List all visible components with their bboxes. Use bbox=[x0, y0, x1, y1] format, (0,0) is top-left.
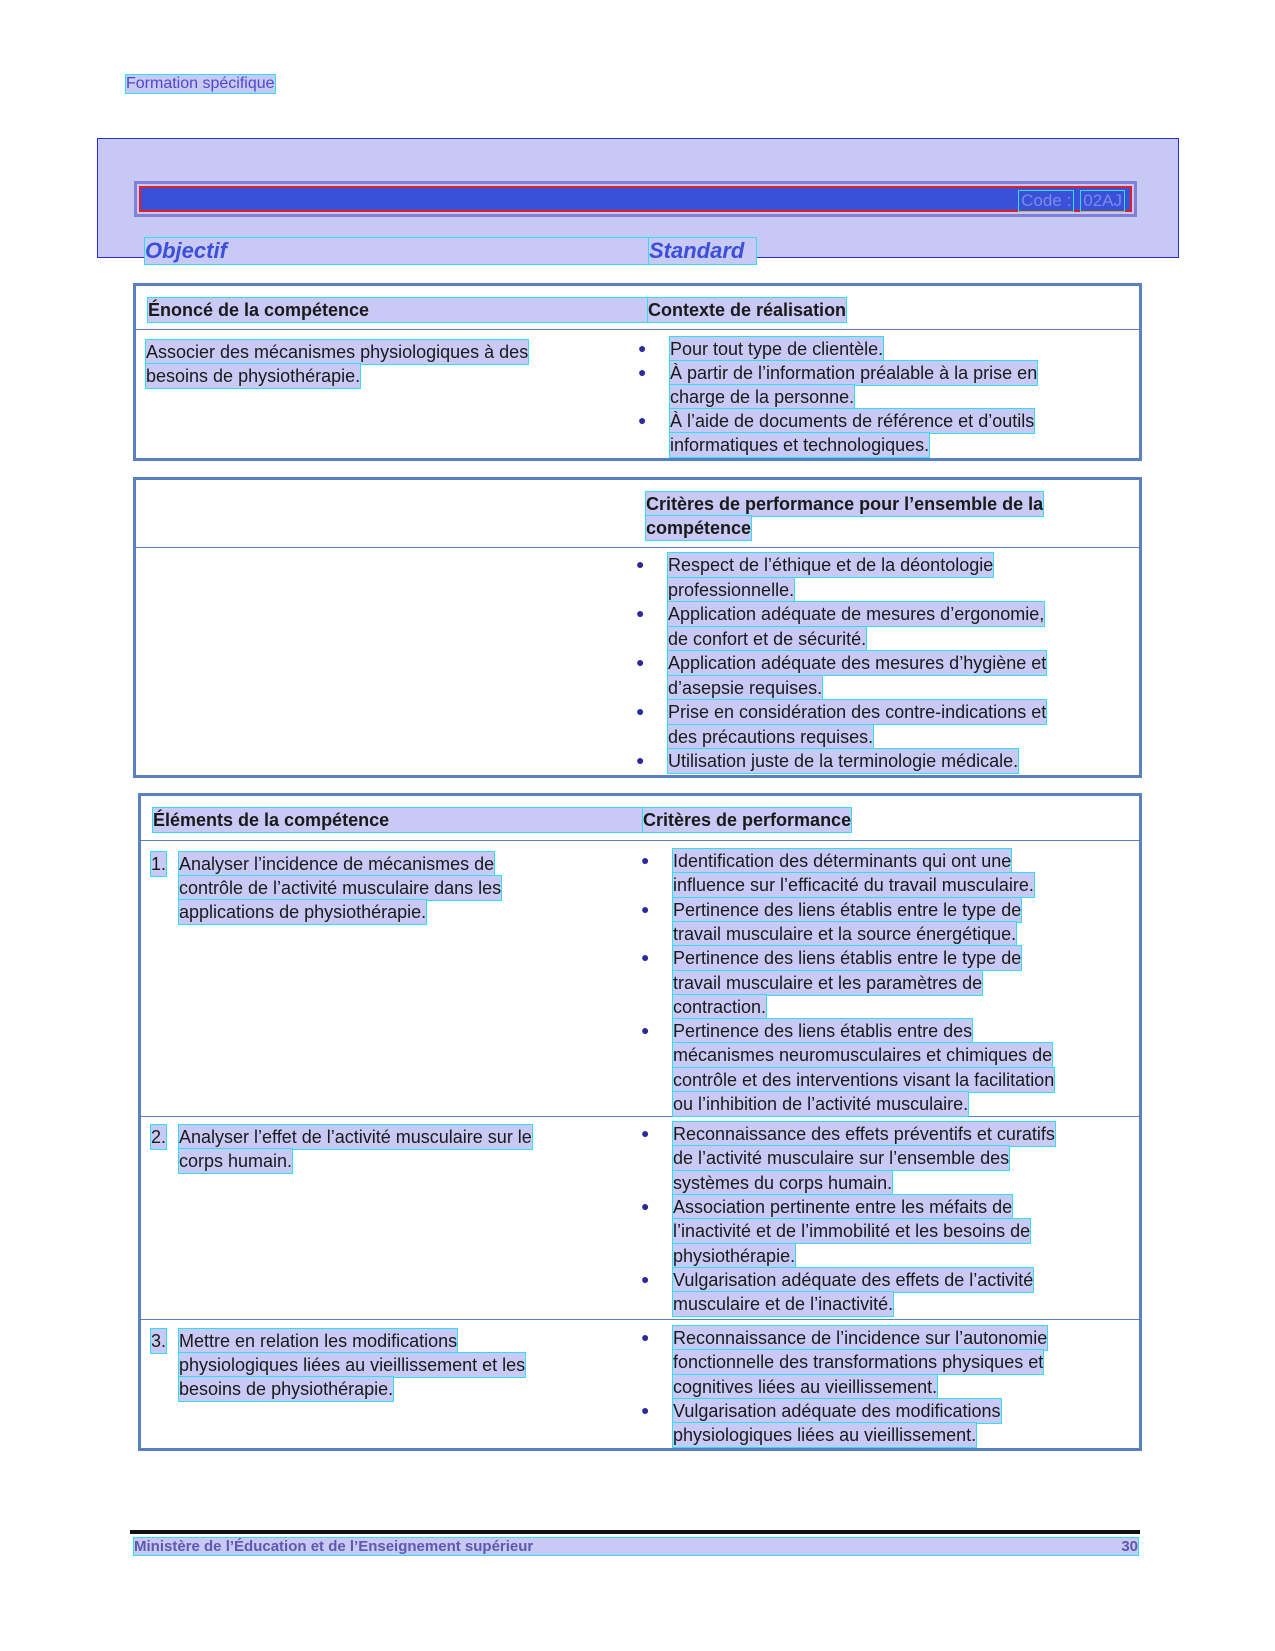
performance-criterion-item: Pertinence des liens établis entre le type de bbox=[673, 948, 1022, 969]
element-number: 3. bbox=[151, 1331, 167, 1351]
bullet-icon: ● bbox=[636, 654, 645, 670]
context-item: Pour tout type de clientèle. bbox=[670, 339, 884, 359]
performance-criterion-item: Association pertinente entre les méfaits de bbox=[673, 1196, 1013, 1217]
criterion-item: Utilisation juste de la terminologie médicale. bbox=[668, 751, 1019, 771]
performance-criterion-item: Reconnaissance de l’incidence sur l’autonomie bbox=[673, 1328, 1048, 1348]
performance-criterion-item: physiothérapie. bbox=[673, 1245, 796, 1266]
standard-title: Standard bbox=[649, 238, 756, 264]
context-item: charge de la personne. bbox=[670, 387, 855, 407]
criterion-item: Application adéquate de mesures d’ergonomie, bbox=[668, 604, 1045, 624]
bullet-icon: ● bbox=[641, 1022, 650, 1039]
context-item: informatiques et technologiques. bbox=[670, 435, 930, 455]
performance-criterion-item: ou l’inhibition de l’activité musculaire. bbox=[673, 1094, 969, 1114]
element-text-line: applications de physiothérapie. bbox=[179, 902, 427, 922]
page-number: 30 bbox=[1121, 1538, 1138, 1555]
element-text-line: corps humain. bbox=[179, 1151, 293, 1171]
enonce-header: Énoncé de la compétence bbox=[148, 298, 648, 322]
element-text-line: physiologiques liées au vieillissement et les bbox=[179, 1355, 526, 1375]
competence-statement-line: Associer des mécanismes physiologiques à des bbox=[146, 342, 529, 362]
performance-criterion-item: musculaire et de l’inactivité. bbox=[673, 1294, 894, 1315]
performance-criterion-item: l’inactivité et de l’immobilité et les besoins de bbox=[673, 1221, 1031, 1242]
performance-criterion-item: Pertinence des liens établis entre le type de bbox=[673, 899, 1022, 920]
objectif-title: Objectif bbox=[145, 238, 649, 264]
banner-bar bbox=[134, 181, 1137, 217]
criteria-header: Critères de performance bbox=[643, 810, 852, 830]
performance-criterion-item: Vulgarisation adéquate des modifications bbox=[673, 1400, 1001, 1421]
bullet-icon: ● bbox=[641, 1401, 650, 1418]
competence-statement-table bbox=[133, 283, 1142, 461]
context-item: À partir de l’information préalable à la prise en bbox=[670, 363, 1038, 383]
element-text-line: besoins de physiothérapie. bbox=[179, 1379, 394, 1399]
performance-criterion-item: contraction. bbox=[673, 996, 767, 1017]
performance-criterion-item: cognitives liées au vieillissement. bbox=[673, 1376, 938, 1397]
bullet-icon: ● bbox=[638, 412, 647, 428]
bullet-icon: ● bbox=[641, 852, 650, 868]
bullet-icon: ● bbox=[641, 1270, 650, 1287]
performance-criterion-item: mécanismes neuromusculaires et chimiques de bbox=[673, 1045, 1053, 1066]
elements-table bbox=[138, 793, 1142, 1451]
bullet-icon: ● bbox=[641, 949, 650, 966]
criterion-item: Application adéquate des mesures d’hygiène et bbox=[668, 653, 1047, 673]
element-text-line: Analyser l’effet de l’activité musculaire sur le bbox=[179, 1127, 532, 1147]
bullet-icon: ● bbox=[641, 1125, 650, 1141]
performance-criterion-item: fonctionnelle des transformations physiques et bbox=[673, 1352, 1044, 1373]
bullet-icon: ● bbox=[641, 1197, 650, 1214]
bullet-icon: ● bbox=[641, 1329, 650, 1345]
criterion-item: d’asepsie requises. bbox=[668, 677, 823, 698]
performance-criterion-item: Identification des déterminants qui ont une bbox=[673, 851, 1012, 871]
element-text-line: contrôle de l’activité musculaire dans les bbox=[179, 878, 502, 898]
criterion-item: Respect de l’éthique et de la déontologie bbox=[668, 555, 994, 575]
page-footer bbox=[134, 1538, 1138, 1555]
global-criteria-header-line: Critères de performance pour l’ensemble de la bbox=[646, 494, 1044, 514]
criterion-item: de confort et de sécurité. bbox=[668, 628, 867, 649]
element-number: 2. bbox=[151, 1127, 167, 1147]
performance-criterion-item: systèmes du corps humain. bbox=[673, 1172, 893, 1193]
performance-criterion-item: Vulgarisation adéquate des effets de l’activité bbox=[673, 1269, 1034, 1290]
element-number: 1. bbox=[151, 854, 167, 874]
bullet-icon: ● bbox=[641, 900, 650, 917]
performance-criterion-item: Reconnaissance des effets préventifs et curatifs bbox=[673, 1124, 1055, 1144]
bullet-icon: ● bbox=[636, 605, 645, 621]
element-text-line: Mettre en relation les modifications bbox=[179, 1331, 458, 1351]
element-text-line: Analyser l’incidence de mécanismes de bbox=[179, 854, 495, 874]
performance-criterion-item: travail musculaire et la source énergétique. bbox=[673, 923, 1017, 944]
competence-statement-line: besoins de physiothérapie. bbox=[146, 366, 361, 386]
code-label: Code : bbox=[1021, 191, 1072, 210]
bullet-icon: ● bbox=[638, 364, 647, 380]
contexte-header: Contexte de réalisation bbox=[648, 300, 847, 320]
bullet-icon: ● bbox=[638, 340, 647, 356]
performance-criterion-item: Pertinence des liens établis entre des bbox=[673, 1021, 973, 1042]
performance-criterion-item: de l’activité musculaire sur l’ensemble des bbox=[673, 1148, 1010, 1169]
bullet-icon: ● bbox=[636, 752, 645, 768]
page-header-label: Formation spécifique bbox=[126, 75, 275, 92]
code-value: 02AJ bbox=[1083, 191, 1122, 210]
criterion-item: Prise en considération des contre-indications et bbox=[668, 702, 1047, 722]
performance-criterion-item: travail musculaire et les paramètres de bbox=[673, 972, 983, 993]
performance-criterion-item: contrôle et des interventions visant la facilitation bbox=[673, 1069, 1055, 1090]
performance-criterion-item: influence sur l’efficacité du travail musculaire. bbox=[673, 875, 1034, 896]
criterion-item: des précautions requises. bbox=[668, 726, 874, 747]
global-criteria-table bbox=[133, 477, 1142, 778]
footer-rule bbox=[130, 1530, 1140, 1534]
global-criteria-header-line: compétence bbox=[646, 518, 752, 538]
footer-ministry: Ministère de l’Éducation et de l’Enseignement supérieur bbox=[134, 1538, 534, 1555]
bullet-icon: ● bbox=[636, 703, 645, 719]
performance-criterion-item: physiologiques liées au vieillissement. bbox=[673, 1425, 977, 1446]
elements-header: Éléments de la compétence bbox=[153, 808, 643, 832]
context-item: À l’aide de documents de référence et d’outils bbox=[670, 411, 1035, 431]
competency-code bbox=[1019, 191, 1124, 211]
bullet-icon: ● bbox=[636, 556, 645, 572]
criterion-item: professionnelle. bbox=[668, 579, 795, 600]
